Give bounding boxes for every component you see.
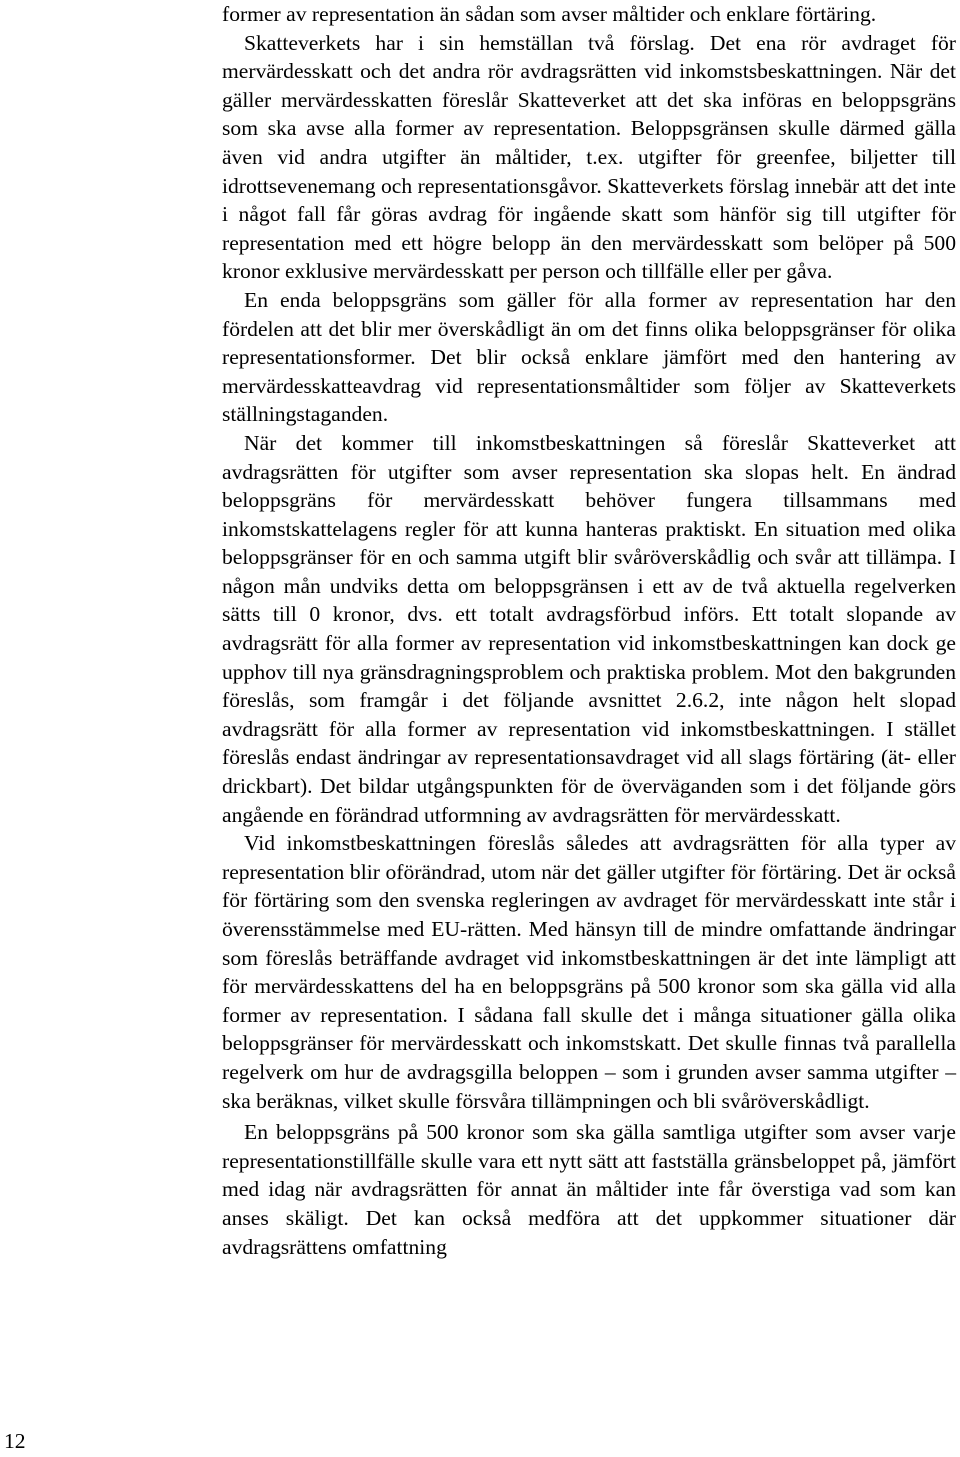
paragraph-2: Skatteverkets har i sin hemställan två förslag. Det ena rör avdraget för mervärdesskatt och det andra rör avdragsrätten vid inkomstsbeskattningen. När det gäller mervärdesskatten föreslår Skatteverket att det ska införas en beloppsgräns som ska avse alla former av representation. Beloppsgränsen skulle därmed gälla även vid andra utgifter än måltider, t.ex. utgifter för greenfee, biljetter till idrottsevenemang och representationsgåvor. Skatteverkets förslag innebär att det inte i något fall får göras avdrag för ingående skatt som hänför sig till utgifter för representation med ett högre belopp än den mervärdesskatt som belöper på 500 kronor exklusive mervärdesskatt per person och tillfälle eller per gåva. [222, 30, 956, 284]
paragraph-1: former av representation än sådan som avser måltider och enklare förtäring. [222, 2, 877, 26]
body-text [222, 0, 956, 1261]
page-number: 12 [4, 1429, 26, 1453]
paragraph-6: En beloppsgräns på 500 kronor som ska gälla samtliga utgifter som avser varje representationstillfälle skulle vara ett nytt sätt att fastställa gränsbeloppet på, jämfört med idag när avdragsrätten för annat än måltider inte får överstiga vad som kan anses skäligt. Det kan också medföra att det uppkommer situationer där avdragsrättens omfattning [222, 1120, 956, 1259]
paragraph-3: En enda beloppsgräns som gäller för alla former av representation har den fördelen att det blir mer överskådligt än om det finns olika beloppsgränser för olika representationsformer. Det blir också enklare jämfört med den hantering av mervärdesskatteavdrag vid representationsmåltider som följer av Skatteverkets ställningstaganden. [222, 287, 956, 427]
paragraph-4: När det kommer till inkomstbeskattningen så föreslår Skatteverket att avdragsrätten för utgifter som avser representation ska slopas helt. En ändrad beloppsgräns för mervärdesskatt behöver fungera tillsammans med inkomstskattelagens regler för att kunna hanteras praktiskt. En situation med olika beloppsgränser för en och samma utgift blir svåröverskådlig och svår att tillämpa. I någon mån undviks detta om beloppsgränsen i ett av de två aktuella regelverken sätts till 0 kronor, dvs. ett totalt avdragsförbud införs. Ett totalt slopande av avdragsrätt för alla former av representation vid inkomstbeskattningen kan dock ge upphov till nya gränsdragningsproblem och praktiska problem. Mot den bakgrunden föreslås, som framgår i det följande avsnittet 2.6.2, inte någon helt slopad avdragsrätt för alla former av representation vid inkomstbeskattningen. I stället föreslås endast ändringar av representationsavdraget vid all slags förtäring (ät- eller drickbart). Det bildar utgångspunkten för de överväganden som i det följande görs angående en förändrad utformning av avdragsrätten för mervärdesskatt. [222, 430, 956, 827]
paragraph-5: Vid inkomstbeskattningen föreslås således att avdragsrätten för alla typer av representation blir oförändrad, utom när det gäller utgifter för förtäring. Det är också för förtäring som den svenska regleringen av avdraget för mervärdesskatt inte står i överensstämmelse med EU-rätten. Med hänsyn till de mindre omfattande ändringar som föreslås beträffande avdraget vid inkomstbeskattningen är det inte lämpligt att för mervärdesskattens del ha en beloppsgräns på 500 kronor som ska gälla vid alla former av representation. I sådana fall skulle det i många situationer gälla olika beloppsgränser för mervärdesskatt och inkomstskatt. Det skulle finnas två parallella regelverk om hur de avdragsgilla beloppen – som i grunden avser samma utgifter – ska beräknas, vilket skulle försvåra tillämpningen och bli svåröverskådligt. [222, 831, 956, 1113]
